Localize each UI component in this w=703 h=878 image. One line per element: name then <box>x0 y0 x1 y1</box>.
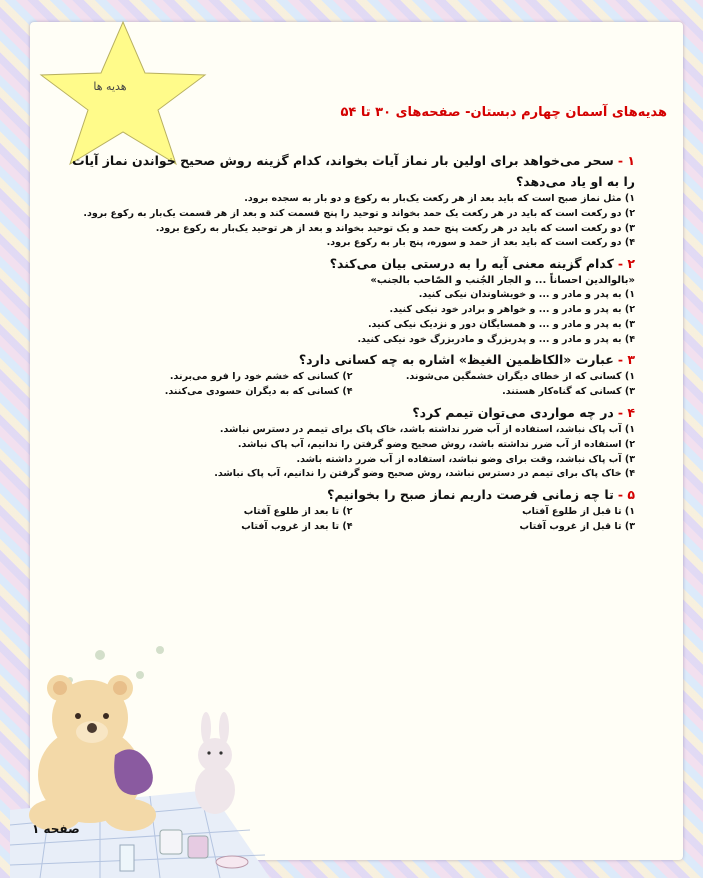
question-1 <box>70 150 635 192</box>
star-label: هدیه ها <box>93 80 127 93</box>
question-text: در چه مواردی می‌توان تیمم کرد؟ <box>412 404 614 420</box>
options-grid <box>70 520 635 535</box>
options-grid <box>70 505 635 520</box>
option: ۳) تا قبل از غروب آفتاب <box>519 520 635 532</box>
options-grid <box>70 370 635 385</box>
questions-list <box>70 150 635 535</box>
option: ۳) به پدر و مادر و ... و همسایگان دور و نزدیک نیکی کنید. <box>367 318 635 330</box>
question-number: ۲ - <box>617 256 635 272</box>
option: ۱) آب پاک نباشد، استفاده از آب ضرر نداشته باشد، خاک پاک برای تیمم در دسترس نباشد. <box>219 423 635 435</box>
option: ۴) دو رکعت است که باید بعد از حمد و سوره، پنج بار به رکوع برود. <box>326 237 635 249</box>
question-text: تا چه زمانی فرصت داریم نماز صبح را بخوانیم؟ <box>327 487 614 503</box>
question-number: ۵ - <box>617 487 635 503</box>
option: ۲) دو رکعت است که باید در هر رکعت یک حمد بخواند و توحید را پنج قسمت کند و بعد از هر قسمت یک‌بار به رکوع برود. <box>83 207 635 219</box>
option: ۱) تا قبل از طلوع آفتاب <box>522 506 635 518</box>
option: ۲) استفاده از آب ضرر نداشته باشد، روش صحیح وضو گرفتن را ندانیم، آب پاک نباشد. <box>237 438 635 450</box>
option: ۲) تا بعد از طلوع آفتاب <box>243 506 353 518</box>
question-4 <box>70 402 635 423</box>
option: ۱) کسانی که از خطای دیگران خشمگین می‌شوند. <box>405 371 635 383</box>
options-grid <box>70 385 635 400</box>
question-number: ۱ - <box>617 153 635 168</box>
bag-icon <box>114 749 153 795</box>
option: ۳) آب پاک نباشد، وقت برای وضو نباشد، استفاده از آب ضرر داشته باشد. <box>296 453 635 465</box>
bunny-icon <box>195 712 235 814</box>
option: ۴) خاک پاک برای تیمم در دسترس نباشد، روش صحیح وضو گرفتن را ندانیم، آب پاک نباشد. <box>214 468 635 480</box>
option: ۴) به پدر و مادر و ... و پدربزرگ و مادربزرگ خود نیکی کنید. <box>357 333 635 345</box>
verse: «بالوالدین احساناً ... و الجار الجُنب و الصّاحب بالجنب» <box>370 275 635 287</box>
question-number: ۳ - <box>617 352 635 368</box>
teddy-bear-illustration <box>10 640 270 878</box>
option: ۴) تا بعد از غروب آفتاب <box>241 520 353 532</box>
question-text: سحر می‌خواهد برای اولین بار نماز آیات بخواند، کدام گزینه روش صحیح خواندن نماز آیات را به او یاد می‌دهد؟ <box>72 153 635 189</box>
question-2 <box>70 253 635 274</box>
page-number: صفحه ۱ <box>32 822 80 836</box>
star-icon <box>30 18 240 168</box>
question-text: عبارت «الکاظمین الغیظ» اشاره به چه کسانی دارد؟ <box>298 352 614 368</box>
option: ۳) دو رکعت است که باید در هر رکعت پنج حمد و یک توحید بخواند و بعد از هر توحید یک‌بار به رکوع برود. <box>155 222 635 234</box>
page-title: هدیه‌های آسمان چهارم دبستان- صفحه‌های ۳۰ تا ۵۴ <box>340 105 667 120</box>
option: ۱) به پدر و مادر و ... و خویشاوندان نیکی کنید. <box>418 289 635 301</box>
option: ۱) مثل نماز صبح است که باید بعد از هر رکعت یک‌بار به رکوع و دو بار به سجده برود. <box>244 193 635 204</box>
question-number: ۴ - <box>617 404 635 420</box>
question-text: کدام گزینه معنی آیه را به درستی بیان می‌کند؟ <box>329 256 614 272</box>
option: ۲) به پدر و مادر و ... و خواهر و برادر خود نیکی کنید. <box>389 303 635 315</box>
question-3 <box>70 349 635 370</box>
option: ۲) کسانی که خشم خود را فرو می‌برند. <box>169 371 353 383</box>
option: ۴) کسانی که به دیگران حسودی می‌کنند. <box>164 386 353 398</box>
question-5 <box>70 484 635 505</box>
option: ۳) کسانی که گناه‌کار هستند. <box>502 386 635 398</box>
